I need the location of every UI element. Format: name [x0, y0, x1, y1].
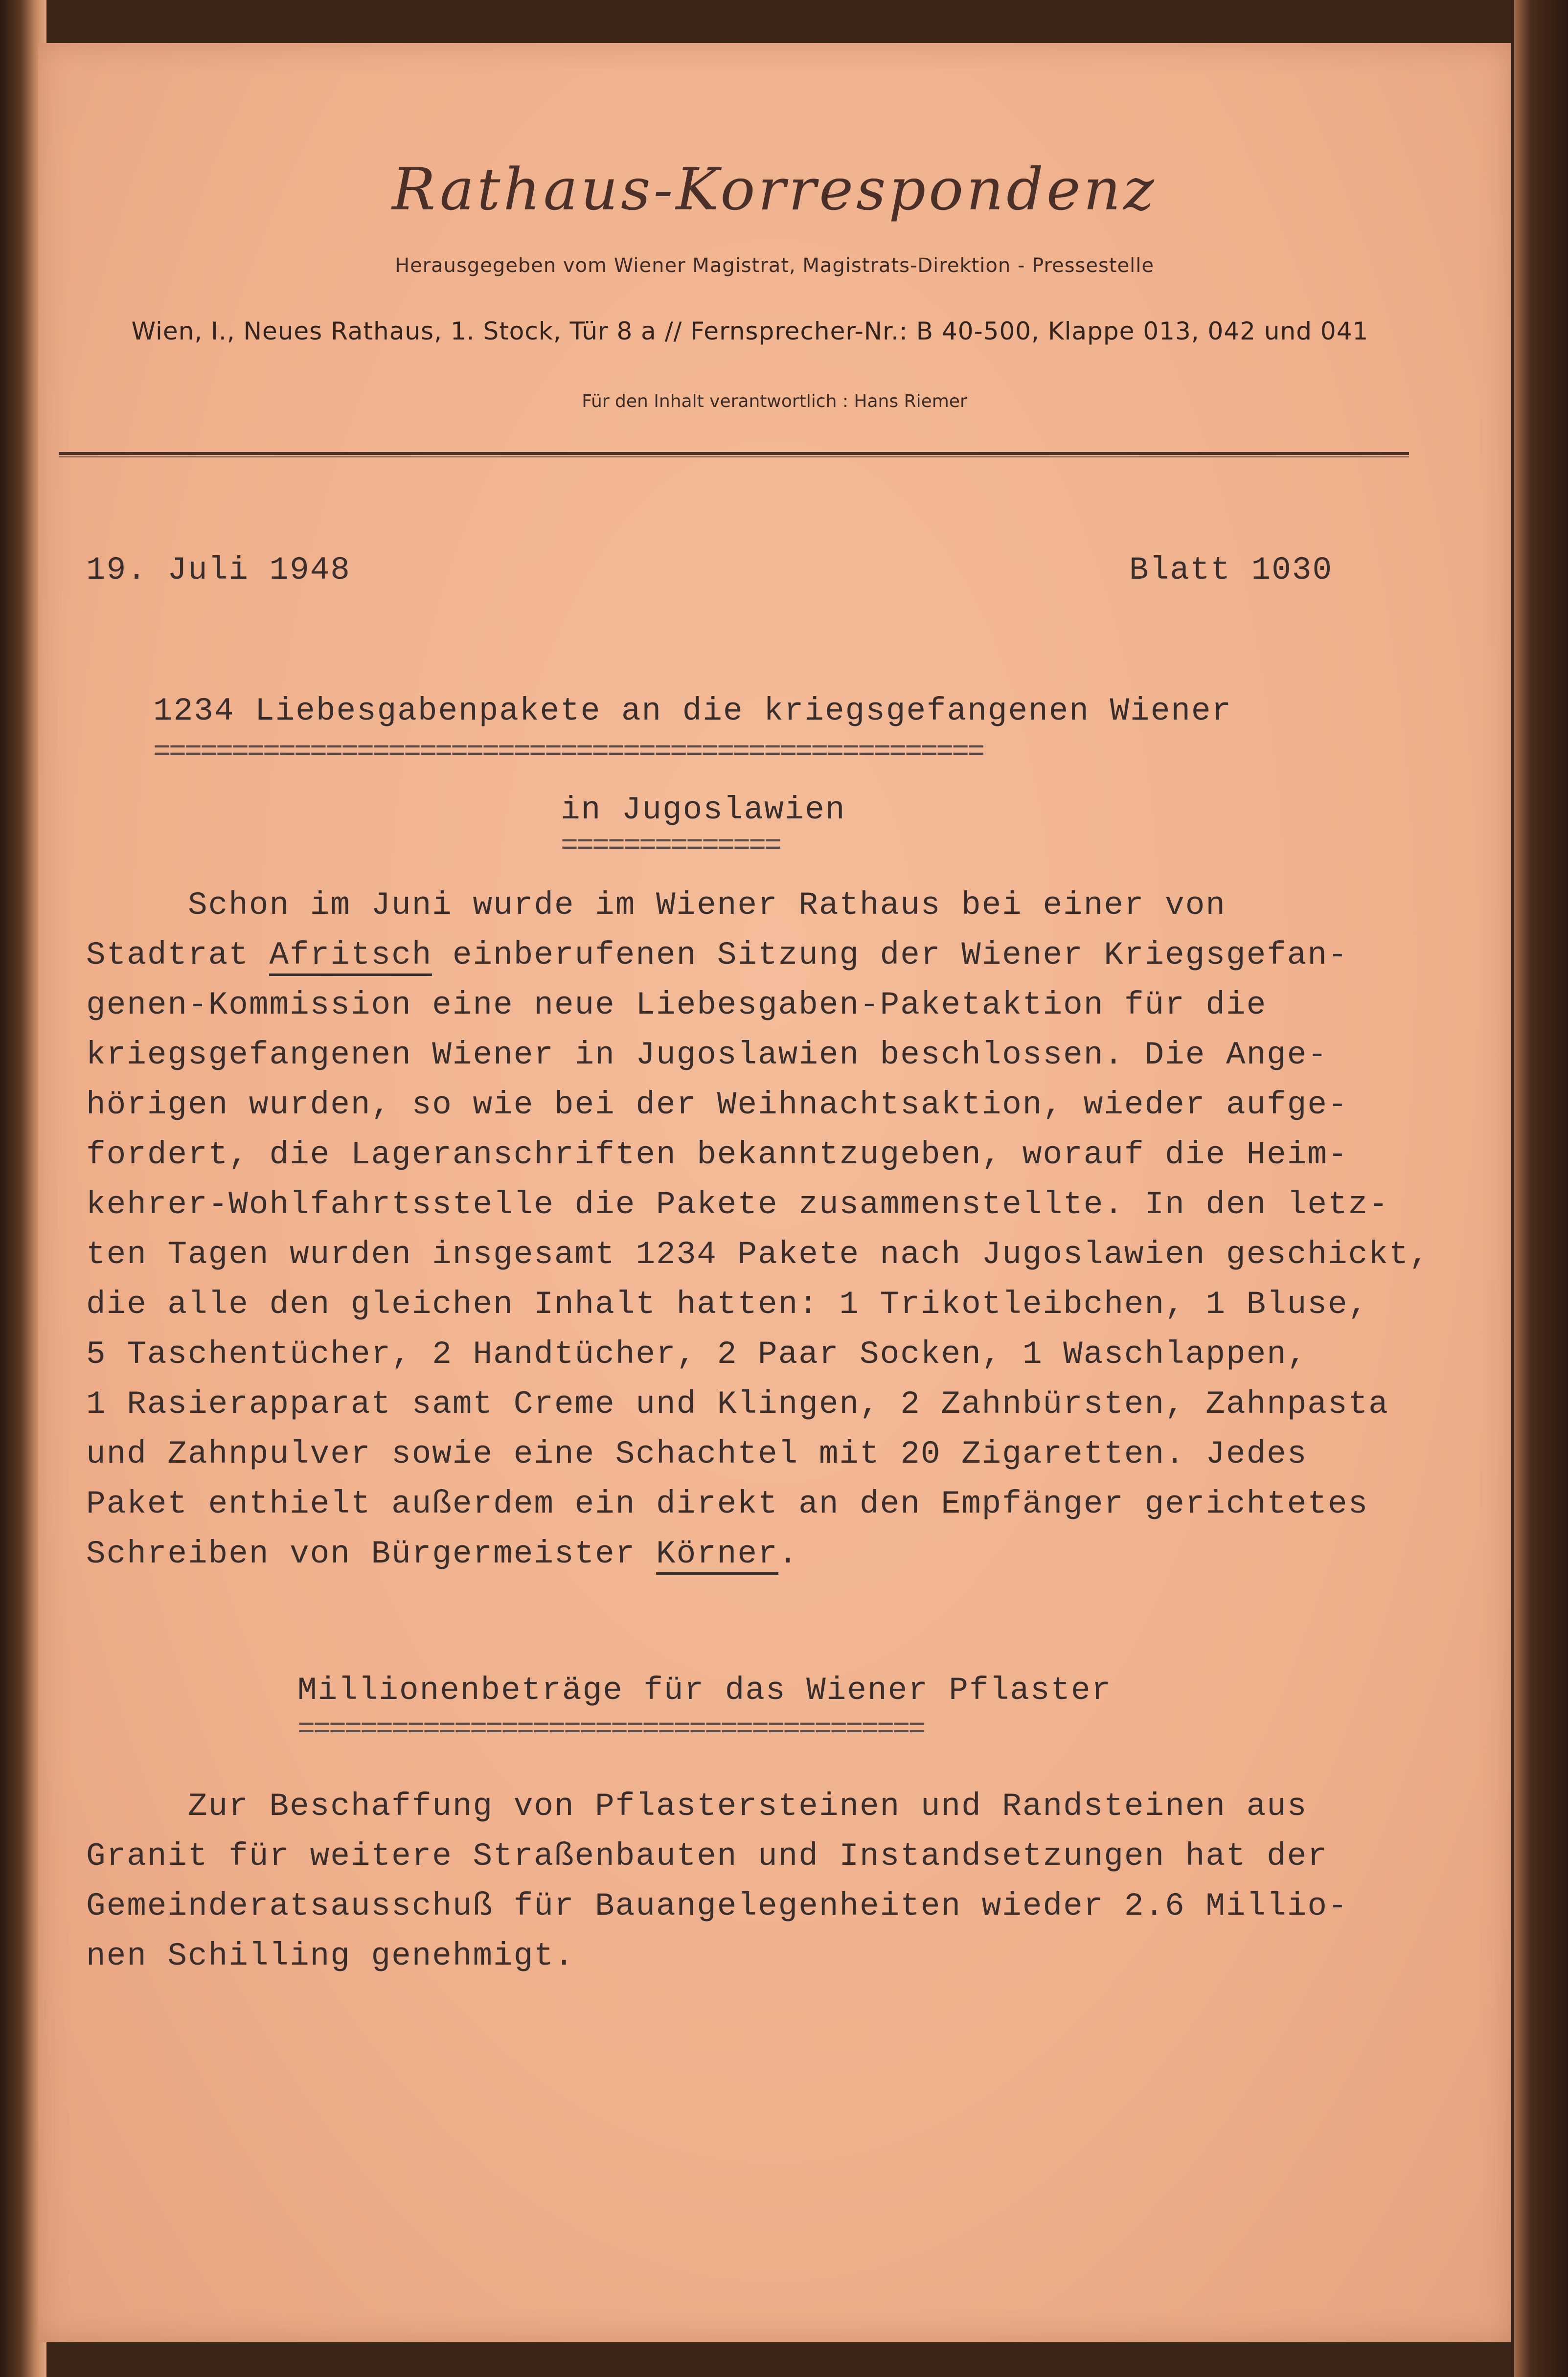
- document-page: [38, 43, 1511, 2342]
- article1-body-line: [86, 1479, 1430, 1529]
- article2-body-line: Granit für weitere Straßenbauten und Instandsetzungen hat der: [86, 1838, 1328, 1875]
- article1-body-line: [86, 1080, 1430, 1130]
- article2-body-line: nen Schilling genehmigt.: [86, 1938, 575, 1974]
- masthead-address: Wien, I., Neues Rathaus, 1. Stock, Tür 8 a // Fernsprecher-Nr.: B 40-500, Klappe 013, 042 und 041: [131, 317, 1369, 345]
- article1-body-line: [86, 1429, 1430, 1479]
- article1-body-line: [86, 1380, 1430, 1429]
- article1-body-line: [86, 1180, 1430, 1230]
- body-text: 1 Rasierapparat samt Creme und Klingen, 2 Zahnbürsten, Zahnpasta: [86, 1386, 1389, 1423]
- body-text: .: [778, 1536, 799, 1572]
- article1-body-line: [86, 980, 1430, 1030]
- article1-body-line: [86, 1130, 1430, 1180]
- article2-body-line: Gemeinderatsausschuß für Bauangelegenheiten wieder 2.6 Millio-: [86, 1888, 1348, 1924]
- body-text: Schreiben von Bürgermeister: [86, 1536, 656, 1572]
- body-text: Paket enthielt außerdem ein direkt an den Empfänger gerichtetes: [86, 1486, 1369, 1522]
- body-text: kriegsgefangenen Wiener in Jugoslawien beschlossen. Die Ange-: [86, 1037, 1328, 1073]
- article1-body-line: [86, 930, 1430, 980]
- body-text: fordert, die Lageranschriften bekanntzugeben, worauf die Heim-: [86, 1136, 1348, 1173]
- underlined-name: Afritsch: [269, 937, 432, 976]
- body-text: hörigen wurden, so wie bei der Weihnachtsaktion, wieder aufge-: [86, 1087, 1348, 1123]
- article1-body-line: [86, 1280, 1430, 1330]
- body-text: ten Tagen wurden insgesamt 1234 Pakete nach Jugoslawien geschickt,: [86, 1236, 1430, 1273]
- masthead-responsible: Für den Inhalt verantwortlich : Hans Riemer: [582, 391, 967, 411]
- masthead-rule: [59, 452, 1409, 457]
- article2-body: [86, 1782, 1348, 1981]
- article1-title-line1: 1234 Liebesgabenpakete an die kriegsgefangenen Wiener: [153, 693, 1232, 729]
- body-text: einberufenen Sitzung der Wiener Kriegsgefan-: [432, 937, 1348, 973]
- article1-title-underline1: =====================================================: [153, 736, 983, 769]
- article2-body-line: Zur Beschaffung von Pflastersteinen und Randsteinen aus: [86, 1788, 1308, 1825]
- article1-body-line: [86, 881, 1430, 930]
- article1-title-underline2: ==============: [561, 830, 780, 863]
- body-text: Stadtrat: [86, 937, 270, 973]
- sheet-number: Blatt 1030: [1129, 552, 1333, 589]
- article2-title-underline: ========================================: [297, 1713, 924, 1746]
- document-date: 19. Juli 1948: [86, 552, 351, 589]
- book-edge-right: [1514, 0, 1568, 2377]
- article1-title-line2: in Jugoslawien: [561, 792, 846, 828]
- body-text: kehrer-Wohlfahrtsstelle die Pakete zusammenstellte. In den letz-: [86, 1186, 1389, 1223]
- article1-body-line: [86, 1030, 1430, 1080]
- body-text: 5 Taschentücher, 2 Handtücher, 2 Paar Socken, 1 Waschlappen,: [86, 1336, 1308, 1373]
- article1-body-line: [86, 1529, 1430, 1579]
- masthead-title: Rathaus-Korrespondenz: [392, 156, 1157, 223]
- masthead-subtitle: Herausgegeben vom Wiener Magistrat, Magistrats-Direktion - Pressestelle: [395, 254, 1154, 277]
- article1-body-line: [86, 1230, 1430, 1280]
- body-text: die alle den gleichen Inhalt hatten: 1 Trikotleibchen, 1 Bluse,: [86, 1286, 1369, 1323]
- article1-body-line: [86, 1330, 1430, 1380]
- body-text: Schon im Juni wurde im Wiener Rathaus bei einer von: [86, 887, 1226, 924]
- body-text: und Zahnpulver sowie eine Schachtel mit 20 Zigaretten. Jedes: [86, 1436, 1308, 1472]
- body-text: genen-Kommission eine neue Liebesgaben-Paketaktion für die: [86, 987, 1267, 1023]
- article2-title: Millionenbeträge für das Wiener Pflaster: [297, 1672, 1112, 1709]
- underlined-name: Körner: [656, 1536, 778, 1575]
- article1-body: [86, 881, 1430, 1579]
